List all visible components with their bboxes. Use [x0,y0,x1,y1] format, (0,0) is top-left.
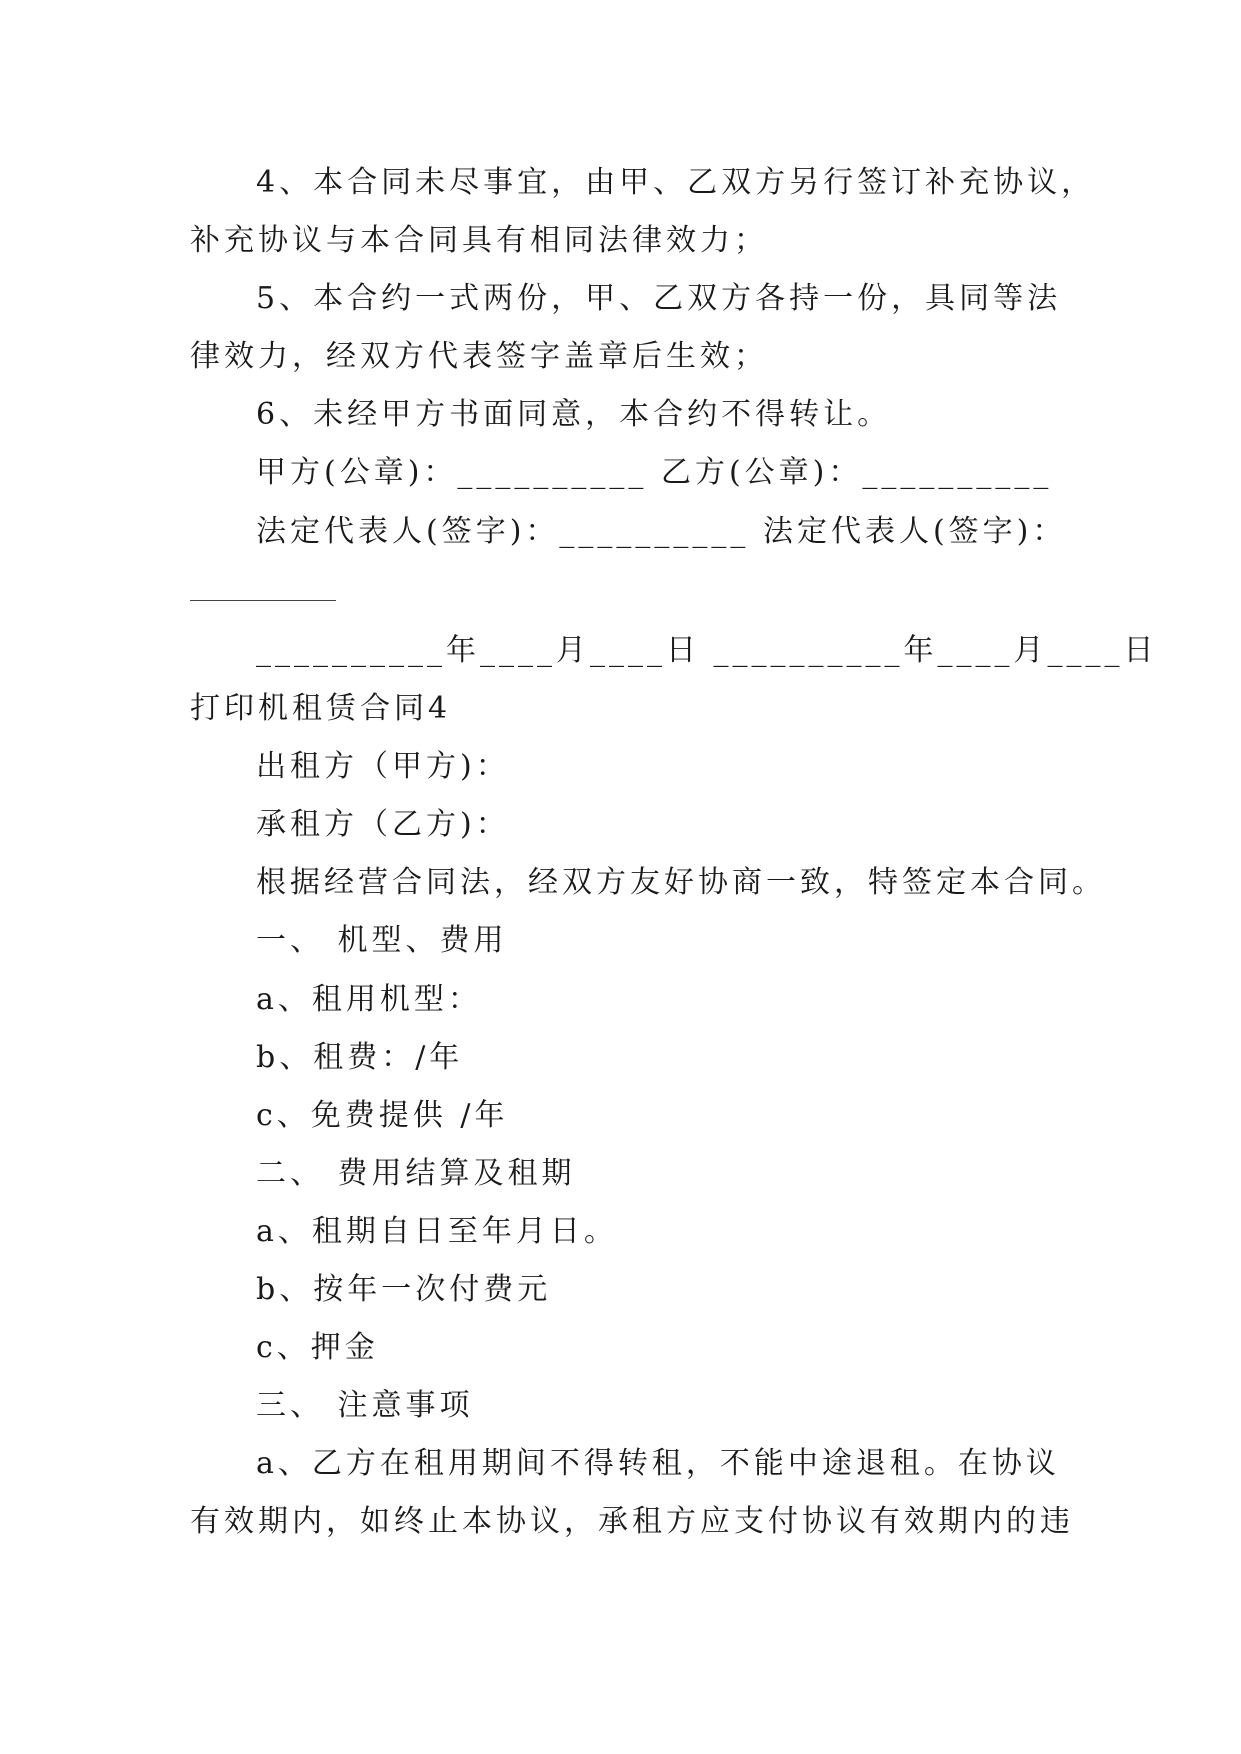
clause-6: 6、未经甲方书面同意，本合约不得转让。 [256,397,892,432]
item-2a: a、租期自日至年月日。 [256,1214,618,1249]
heading-3: 三、 注意事项 [256,1388,474,1423]
section-title: 打印机租赁合同4 [190,691,452,726]
item-1b: b、租费：/年 [256,1040,464,1075]
lessee-line: 承租方（乙方)： [256,807,510,842]
heading-2: 二、 费用结算及租期 [256,1156,576,1191]
item-1a: a、租用机型： [256,982,482,1017]
signature-blank [190,600,336,601]
preamble: 根据经营合同法，经双方友好协商一致，特签定本合同。 [256,865,1106,900]
clause-5-line-1: 5、本合约一式两份，甲、乙双方各持一份，具同等法 [256,281,1062,316]
item-2b: b、按年一次付费元 [256,1272,552,1307]
party-seal-line: 甲方(公章)：__________ 乙方(公章)：__________ [256,455,1053,490]
clause-4-line-2: 补充协议与本合同具有相同法律效力； [190,223,768,258]
lessor-line: 出租方（甲方)： [256,749,510,784]
representative-signature-line: 法定代表人(签字)：__________ 法定代表人(签字)： [256,514,1067,549]
clause-4-line-1: 4、本合同未尽事宜，由甲、乙双方另行签订补充协议， [256,165,1096,200]
item-3a-line-1: a、乙方在租用期间不得转租，不能中途退租。在协议 [256,1446,1060,1481]
item-1c: c、免费提供 /年 [256,1098,509,1133]
item-3a-line-2: 有效期内，如终止本协议，承租方应支付协议有效期内的违 [190,1504,1074,1539]
heading-1: 一、 机型、费用 [256,923,508,958]
item-2c: c、押金 [256,1330,379,1365]
clause-5-line-2: 律效力，经双方代表签字盖章后生效； [190,339,768,374]
date-line: __________年____月____日 __________年____月____日 [256,633,1158,668]
